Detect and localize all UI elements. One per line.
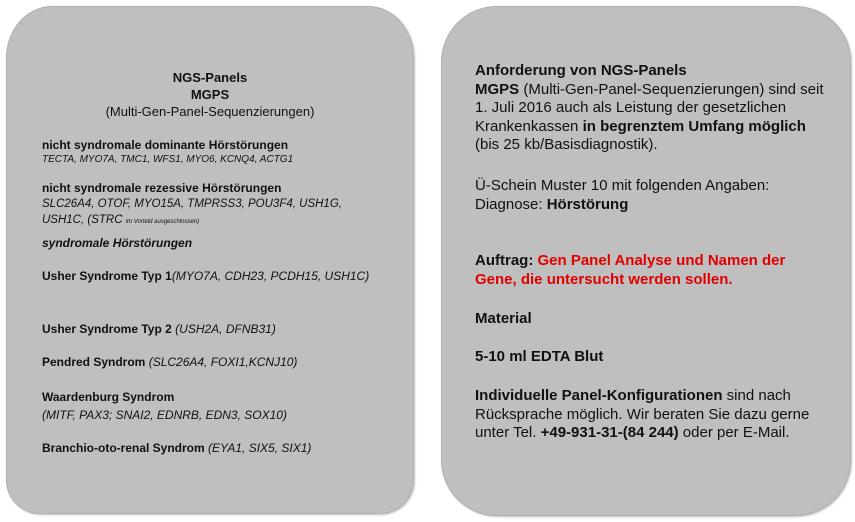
section-syndromic — [42, 235, 397, 251]
individual-text-a: sind nach Rücksprache möglich. Wir beraten Sie dazu gerne unter Tel. — [475, 387, 810, 441]
diagnosis-label: Diagnose: — [475, 195, 547, 213]
left-header — [7, 69, 413, 120]
mgps-bold: MGPS — [475, 80, 520, 98]
mgps-text-b: (bis 25 kb/Basisdiagnostik). — [475, 136, 658, 153]
section-usher2 — [42, 320, 397, 338]
order-intro — [475, 62, 830, 155]
usher1-title: Usher Syndrome Typ 1 — [42, 269, 172, 283]
assignment-block — [475, 252, 830, 289]
usher2-entry — [42, 320, 397, 338]
mgps-paragraph — [475, 81, 830, 155]
diagnosis-line — [475, 196, 830, 215]
usher2-title: Usher Syndrome Typ 2 — [42, 322, 172, 336]
bor-entry — [42, 439, 397, 457]
section-pendred — [42, 353, 397, 371]
pendred-genes: (SLC26A4, FOXI1,KCNJ10) — [145, 355, 298, 369]
mgps-subtitle: (Multi-Gen-Panel-Sequenzierungen) — [105, 104, 315, 119]
usher1-genes: (MYO7A, CDH23, PCDH15, USH1C) — [171, 269, 370, 283]
mgps-title: MGPS — [190, 87, 230, 102]
recessive-genes-line2-text: USH1C, (STRC — [42, 214, 126, 226]
recessive-genes-line1: SLC26A4, OTOF, MYO15A, TMPRSS3, POU3F4, USH1G, — [42, 198, 342, 210]
referral-block — [475, 177, 830, 214]
dominant-genes: TECTA, MYO7A, TMC1, WFS1, MYO6, KCNQ4, ACTG1 — [42, 154, 294, 165]
assignment-label: Auftrag: — [475, 252, 538, 269]
dominant-title: nicht syndromale dominante Hörstörungen — [42, 138, 289, 152]
pendred-entry — [42, 353, 397, 371]
order-heading: Anforderung von NGS-Panels — [475, 62, 687, 79]
referral-text: Ü-Schein Muster 10 mit folgenden Angaben: — [475, 177, 770, 194]
section-dominant — [42, 137, 397, 167]
right-panel — [441, 6, 851, 516]
usher1-entry — [42, 267, 397, 285]
section-recessive — [42, 180, 397, 230]
recessive-title: nicht syndromale rezessive Hörstörungen — [42, 181, 282, 195]
waardenburg-genes: (MITF, PAX3; SNAI2, EDNRB, EDN3, SOX10) — [42, 408, 287, 422]
individual-text-b: oder per E-Mail. — [678, 424, 790, 441]
recessive-genes-line2 — [42, 212, 397, 230]
material-heading: Material — [475, 310, 532, 327]
usher2-genes: (USH2A, DFNB31) — [171, 322, 276, 336]
section-waardenburg — [42, 388, 397, 424]
assignment-text: Gen Panel Analyse und Namen der Gene, die untersucht werden sollen. — [475, 252, 786, 288]
bor-title: Branchio-oto-renal Syndrom — [42, 441, 205, 455]
edta-line: 5-10 ml EDTA Blut — [475, 348, 604, 365]
diagnosis-value: Hörstörung — [546, 195, 629, 213]
left-panel — [6, 6, 414, 514]
section-usher1 — [42, 267, 397, 285]
individual-bold: Individuelle Panel-Konfigurationen — [475, 387, 723, 404]
ngs-panels-title: NGS-Panels — [172, 70, 248, 85]
waardenburg-title: Waardenburg Syndrom — [42, 390, 175, 404]
bor-genes: (EYA1, SIX5, SIX1) — [204, 441, 312, 455]
syndromic-title: syndromale Hörstörungen — [42, 236, 193, 250]
mgps-text-a: (Multi-Gen-Panel-Sequenzierungen) sind seit 1. Juli 2016 auch als Leistung der gesetzlichen Krankenkassen — [475, 80, 824, 135]
pendred-title: Pendred Syndrom — [42, 355, 146, 369]
mgps-bold-2: in begrenztem Umfang möglich — [582, 117, 806, 135]
section-bor — [42, 439, 397, 457]
individual-block — [475, 387, 830, 443]
strc-note: im Vorteld ausgeschlossen) — [125, 219, 200, 225]
phone-number: +49-931-31-(84 244) — [540, 424, 679, 441]
